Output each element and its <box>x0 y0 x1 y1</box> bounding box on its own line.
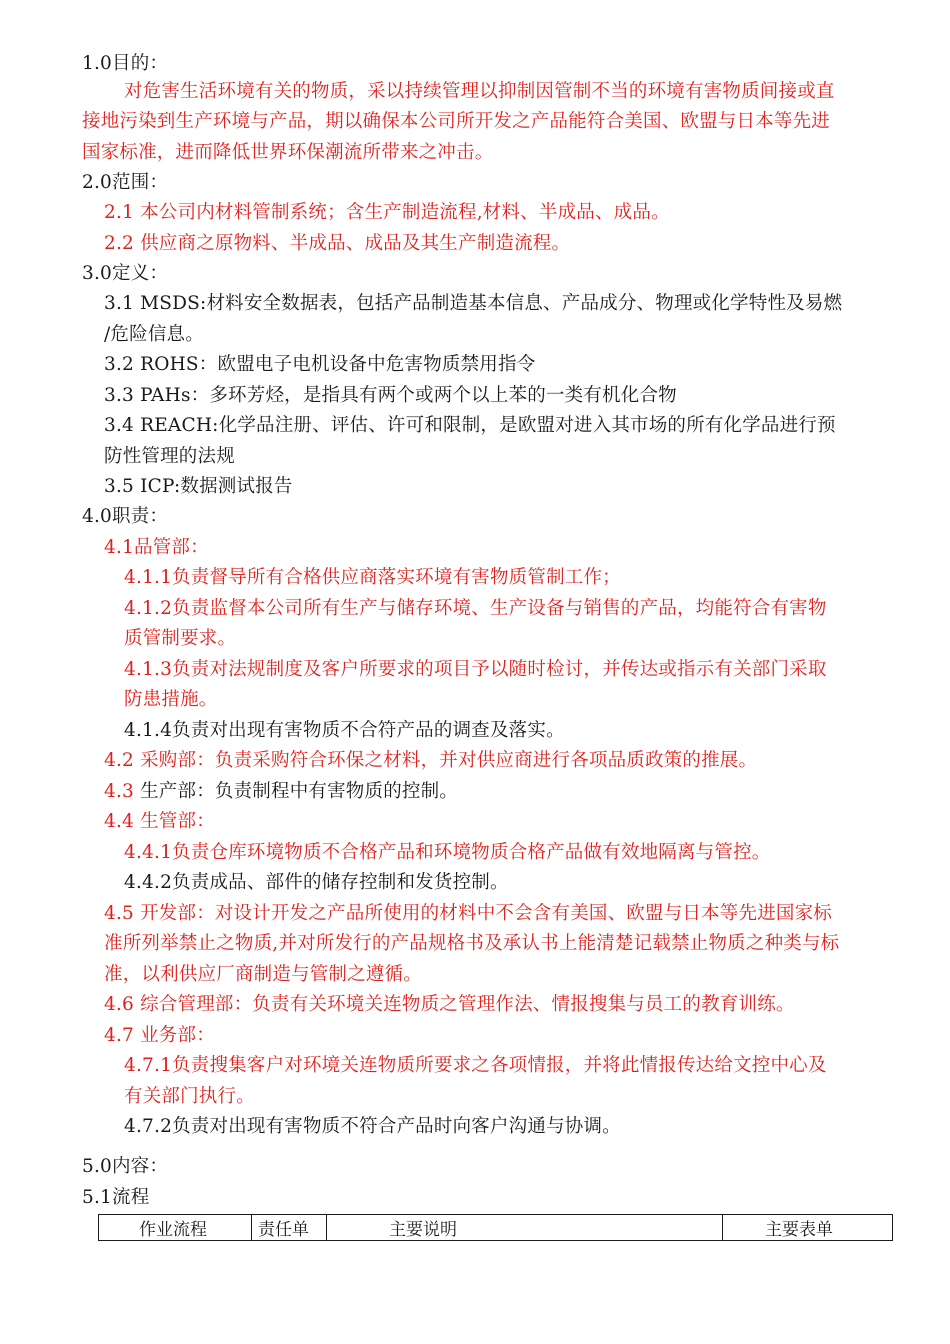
text-line: 2.1 本公司内材料管制系统；含生产制造流程,材料、半成品、成品。 <box>104 202 670 223</box>
text-line: 4.1.1负责督导所有合格供应商落实环境有害物质管制工作； <box>124 567 621 588</box>
flow-header-description: 主要说明 <box>327 1215 723 1241</box>
text-line: 接地污染到生产环境与产品，期以确保本公司所开发之产品能符合美国、欧盟与日本等先进 <box>82 111 831 132</box>
text-line: 质管制要求。 <box>124 628 237 649</box>
text-line: 有关部门执行。 <box>124 1086 255 1107</box>
text-line: 1.0目的： <box>82 53 169 74</box>
text-line: 3.2 ROHS：欧盟电子电机设备中危害物质禁用指令 <box>104 354 536 375</box>
text-line: /危险信息。 <box>104 324 204 345</box>
section-number: 4.3 <box>104 781 141 802</box>
text-line: 4.1.4负责对出现有害物质不合符产品的调查及落实。 <box>124 720 565 741</box>
flow-header-responsible: 责任单 <box>252 1215 327 1241</box>
flow-table <box>98 1214 893 1241</box>
text-line <box>104 780 458 804</box>
text-line: 4.2 采购部：负责采购符合环保之材料，并对供应商进行各项品质政策的推展。 <box>104 750 758 771</box>
text-line: 2.0范围： <box>82 172 169 193</box>
text-line: 4.1.3负责对法规制度及客户所要求的项目予以随时检讨，并传达或指示有关部门采取 <box>124 659 827 680</box>
text-line: 4.0职责： <box>82 506 169 527</box>
text-line: 5.1流程 <box>82 1187 150 1208</box>
text-line: 3.5 ICP:数据测试报告 <box>104 476 293 497</box>
text-line: 防性管理的法规 <box>104 446 235 467</box>
text-line: 3.1 MSDS:材料安全数据表，包括产品制造基本信息、产品成分、物理或化学特性及易燃 <box>104 293 843 314</box>
flow-table-header-row <box>99 1215 893 1241</box>
text-line: 国家标准，进而降低世界环保潮流所带来之冲击。 <box>82 142 494 163</box>
text-line: 4.7 业务部： <box>104 1025 215 1046</box>
section-text: 生产部：负责制程中有害物质的控制。 <box>140 781 459 802</box>
text-line: 4.4.1负责仓库环境物质不合格产品和环境物质合格产品做有效地隔离与管控。 <box>124 842 771 863</box>
text-line: 3.0定义： <box>82 263 169 284</box>
text-line: 4.4.2负责成品、部件的储存控制和发货控制。 <box>124 872 509 893</box>
flow-header-process: 作业流程 <box>99 1215 252 1241</box>
text-line: 4.7.1负责搜集客户对环境关连物质所要求之各项情报，并将此情报传达给文控中心及 <box>124 1055 827 1076</box>
text-line: 对危害生活环境有关的物质，采以持续管理以抑制因管制不当的环境有害物质间接或直 <box>124 81 835 102</box>
flow-header-forms: 主要表单 <box>723 1215 893 1241</box>
text-line: 准所列举禁止之物质,并对所发行的产品规格书及承认书上能清楚记载禁止物质之种类与标 <box>104 933 840 954</box>
text-line: 4.7.2负责对出现有害物质不符合产品时向客户沟通与协调。 <box>124 1116 621 1137</box>
text-line: 4.1品管部： <box>104 537 209 558</box>
text-line: 5.0内容： <box>82 1156 169 1177</box>
text-line: 准，以利供应厂商制造与管制之遵循。 <box>104 964 422 985</box>
text-line: 2.2 供应商之原物料、半成品、成品及其生产制造流程。 <box>104 233 571 254</box>
text-line: 4.4 生管部： <box>104 811 215 832</box>
text-line: 4.1.2负责监督本公司所有生产与储存环境、生产设备与销售的产品，均能符合有害物 <box>124 598 827 619</box>
text-line: 4.5 开发部：对设计开发之产品所使用的材料中不会含有美国、欧盟与日本等先进国家标 <box>104 903 833 924</box>
text-line: 4.6 综合管理部：负责有关环境关连物质之管理作法、情报搜集与员工的教育训练。 <box>104 994 795 1015</box>
text-line: 防患措施。 <box>124 689 218 710</box>
text-line: 3.3 PAHs：多环芳烃，是指具有两个或两个以上苯的一类有机化合物 <box>104 385 677 406</box>
text-line: 3.4 REACH:化学品注册、评估、许可和限制，是欧盟对进入其市场的所有化学品进行预 <box>104 415 836 436</box>
